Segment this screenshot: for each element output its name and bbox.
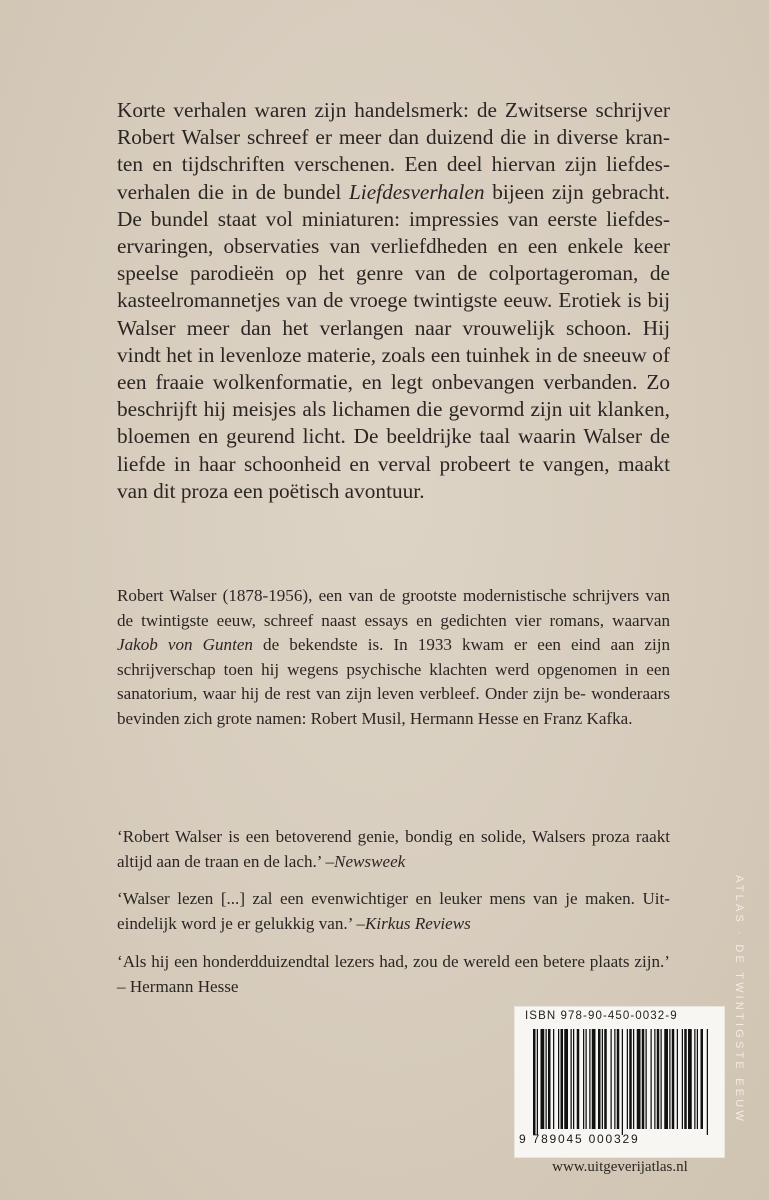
quote-line: ‘Walser lezen [...] zal een evenwichtiger en leuker mens van je maken. Uit- xyxy=(117,889,670,908)
barcode-bar xyxy=(614,1029,615,1129)
quote-line: zijn.’ – Hermann Hesse xyxy=(117,952,670,996)
barcode-bar xyxy=(558,1029,559,1129)
barcode-bar xyxy=(598,1029,601,1129)
bio-line: zijn schrijverschap toen hij wegens psychische klachten werd opgenomen xyxy=(117,635,670,679)
barcode-bar xyxy=(682,1029,683,1129)
blurb-line: Walser meer dan het verlangen naar vrouwelijk schoon. Hij xyxy=(117,315,670,340)
barcode-bars xyxy=(533,1029,709,1135)
quote-source: Kirkus Reviews xyxy=(364,913,471,933)
barcode-bar xyxy=(553,1029,554,1129)
blurb-paragraph xyxy=(117,97,670,505)
bio-line: waarvan xyxy=(612,610,670,630)
blurb-line: liefde in haar schoonheid en verval probeert te vangen, maakt xyxy=(117,451,670,476)
blurb-line: verhalen die in de bundel xyxy=(117,179,349,204)
barcode-bar xyxy=(646,1029,647,1129)
barcode-bar xyxy=(629,1029,632,1129)
review-quote-newsweek xyxy=(117,825,670,874)
quote-line: ‘Als hij een honderdduizendtal lezers had, zou de wereld een betere plaats xyxy=(117,952,630,971)
barcode-bar xyxy=(627,1029,628,1129)
blurb-line: ervaringen, observaties van verliefdheden en een enkele keer xyxy=(117,234,670,259)
barcode-bar xyxy=(541,1029,545,1129)
publisher-website: www.uitgeverijatlas.nl xyxy=(552,1159,688,1175)
isbn-label: ISBN 978-90-450-0032-9 xyxy=(525,1010,678,1022)
quote-line: ‘Robert Walser is een betoverend genie, bondig en solide, Walsers proza xyxy=(117,827,630,846)
barcode-bar xyxy=(654,1029,655,1129)
ean-digits: 9 789045 000329 xyxy=(519,1132,640,1146)
barcode-bar xyxy=(533,1029,536,1135)
series-name-vertical: ATLAS · DE TWINTIGSTE EEUW xyxy=(733,875,745,1125)
barcode-bar xyxy=(589,1029,590,1129)
barcode-bar xyxy=(694,1029,695,1129)
barcode-bar xyxy=(537,1029,538,1135)
blurb-line: speelse parodieën op het genre van de colportageroman, de xyxy=(117,261,670,286)
barcode-bar xyxy=(564,1029,568,1129)
blurb-line: een fraaie wolkenformatie, en legt onbevangen verbanden. Zo xyxy=(117,370,670,395)
barcode-bar xyxy=(651,1029,652,1129)
blurb-line: vindt het in levenloze materie, zoals een tuinhek in de sneeuw of xyxy=(117,342,670,367)
barcode-bar xyxy=(657,1029,660,1129)
barcode-bar xyxy=(586,1029,587,1129)
barcode-bar xyxy=(573,1029,574,1129)
barcode-bar xyxy=(561,1029,564,1129)
bio-line: de bekendste is. In 1933 kwam er een eind aan xyxy=(252,635,635,655)
bio-line: van de twintigste eeuw, schreef naast essays en gedichten vier romans, xyxy=(117,586,670,630)
barcode-bar xyxy=(669,1029,670,1129)
quote-line: eindelijk word je er gelukkig van.’ – xyxy=(117,913,365,933)
barcode-bar xyxy=(633,1029,634,1129)
barcode-bar xyxy=(677,1029,678,1129)
barcode-bar xyxy=(688,1029,692,1129)
barcode-bar xyxy=(701,1029,704,1129)
isbn-barcode xyxy=(515,1007,724,1157)
bio-line: Robert Walser (1878-1956), een van de grootste modernistische schrijvers xyxy=(117,586,640,605)
barcode-bar xyxy=(592,1029,596,1129)
book-title-italic: Liefdesverhalen xyxy=(348,179,485,204)
barcode-bar xyxy=(611,1029,612,1129)
bio-line: wonderaars bevinden zich grote namen: Robert Musil, Hermann Hesse xyxy=(117,684,670,728)
barcode-bar xyxy=(548,1029,551,1129)
barcode-bar xyxy=(664,1029,668,1129)
barcode-bar xyxy=(672,1029,675,1129)
barcode-bar xyxy=(546,1029,547,1129)
author-bio-paragraph xyxy=(117,584,670,732)
barcode-bar xyxy=(583,1029,584,1129)
barcode-bar xyxy=(622,1029,623,1135)
review-quote-hesse xyxy=(117,950,670,999)
barcode-bar xyxy=(697,1029,698,1129)
bio-line: en Franz Kafka. xyxy=(522,708,633,728)
novel-title-italic: Jakob von Gunten xyxy=(117,635,253,655)
blurb-line: ten en tijdschriften verschenen. Een deel hiervan zijn liefdes- xyxy=(117,152,670,177)
barcode-bar xyxy=(661,1029,662,1129)
barcode-bar xyxy=(571,1029,572,1129)
bio-line: in een sanatorium, waar hij de rest van zijn leven verbleef. Onder zijn be- xyxy=(117,659,670,704)
blurb-line: bloemen en geurend licht. De beeldrijke taal waarin Walser de xyxy=(117,424,670,449)
blurb-line: beschrijft hij meisjes als lichamen die gevormd zijn uit klanken, xyxy=(117,397,670,422)
barcode-bar xyxy=(642,1029,645,1129)
barcode-bar xyxy=(602,1029,603,1129)
blurb-line: van dit proza een poëtisch avontuur. xyxy=(117,478,425,503)
barcode-bar xyxy=(707,1029,708,1135)
barcode-bar xyxy=(684,1029,687,1129)
barcode-bar xyxy=(604,1029,607,1129)
barcode-bar xyxy=(617,1029,620,1129)
quote-line: raakt altijd aan de traan en de lach.’ – xyxy=(117,827,670,871)
blurb-line: bijeen zijn gebracht. xyxy=(484,179,670,204)
blurb-line: De bundel staat vol miniaturen: impressies van eerste liefdes- xyxy=(117,206,670,231)
review-quote-kirkus xyxy=(117,887,670,936)
barcode-bar xyxy=(637,1029,641,1129)
barcode-bar xyxy=(577,1029,580,1129)
blurb-line: Robert Walser schreef er meer dan duizend die in diverse kran- xyxy=(117,125,670,150)
blurb-line: kasteelromannetjes van de vroege twintigste eeuw. Erotiek is bij xyxy=(117,288,670,313)
quote-source: Newsweek xyxy=(334,851,406,871)
blurb-line: Korte verhalen waren zijn handelsmerk: de Zwitserse schrijver xyxy=(117,98,670,122)
